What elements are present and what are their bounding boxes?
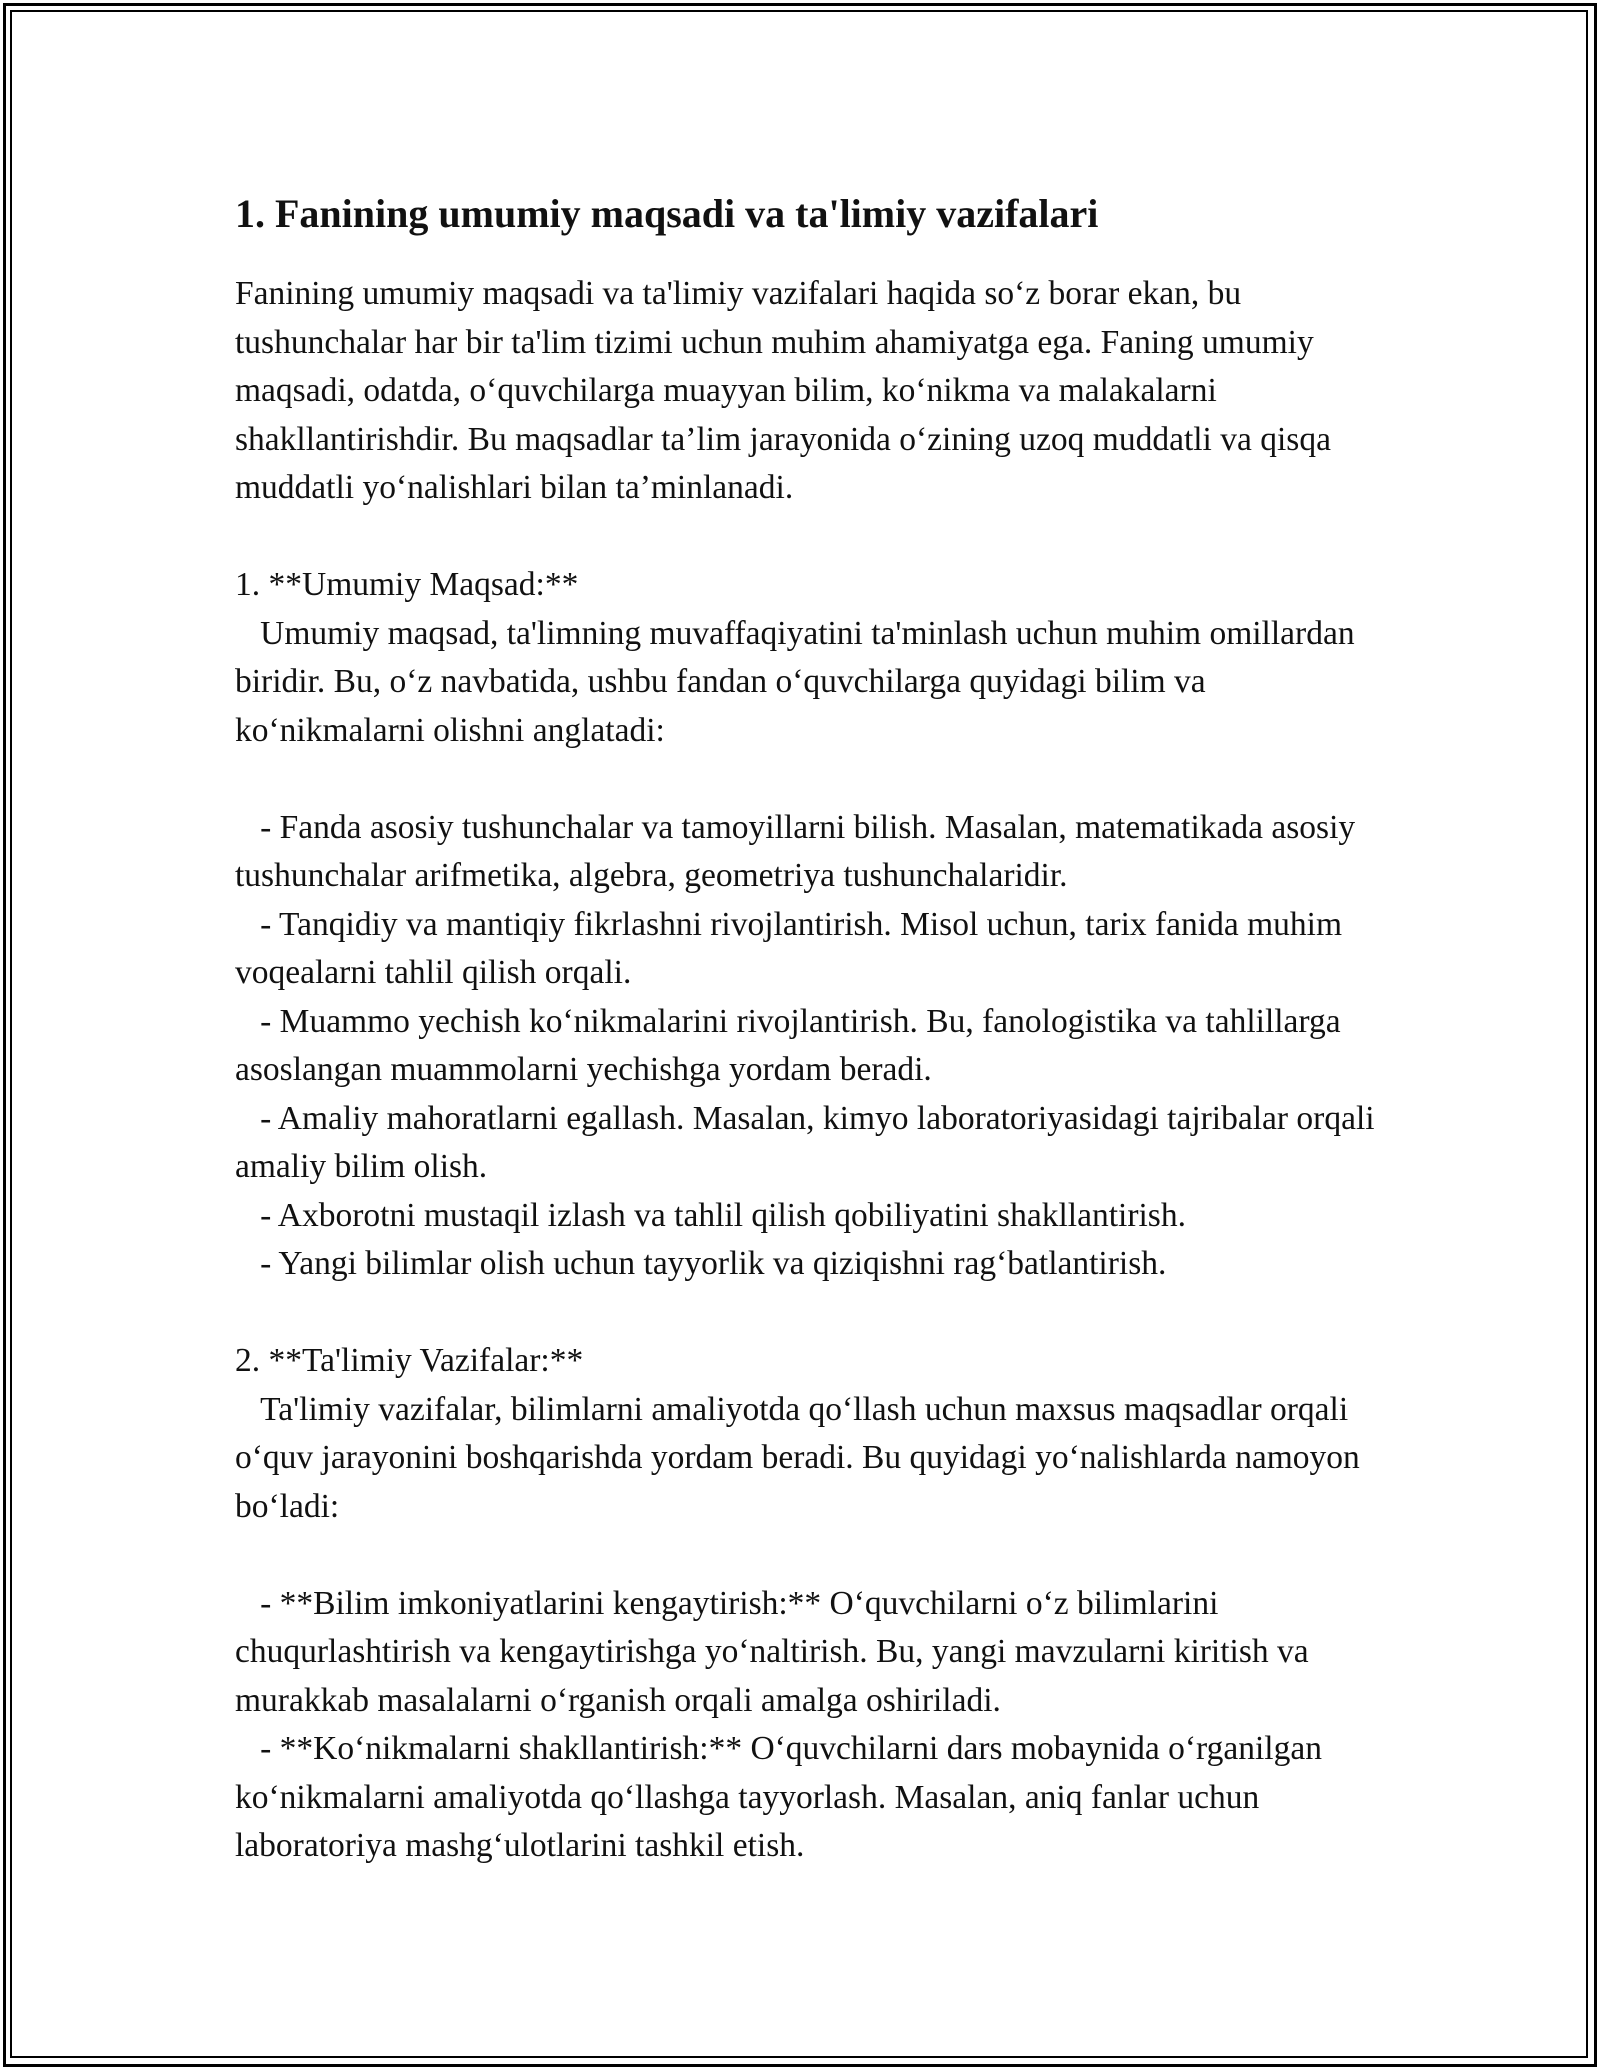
document-body xyxy=(235,188,1383,1871)
paragraph-gap xyxy=(235,513,1375,562)
section-2-list-item: - **Bilim imkoniyatlarini kengaytirish:** O‘quvchilarni o‘z bilimlarini chuqurlashtirish va kengaytirishga yo‘naltirish. Bu, yangi mavzularni kiritish va murakkab masalalarni o‘rganish orqali amalga oshiriladi. xyxy=(235,1584,1318,1719)
section-2-list-item: - **Ko‘nikmalarni shakllantirish:** O‘quvchilarni dars mobaynida o‘rganilgan ko‘nikmalarni amaliyotda qo‘llashga tayyorlash. Masalan, aniq fanlar uchun laboratoriya mashg‘ulotlarini tashkil etish. xyxy=(235,1730,1331,1864)
paragraph-gap xyxy=(235,1531,1375,1580)
section-2-title: 2. **Ta'limiy Vazifalar:** xyxy=(235,1342,584,1379)
section-1-list-item: - Axborotni mustaqil izlash va tahlil qilish qobiliyatini shakllantirish. xyxy=(235,1196,1186,1234)
section-1-list-item: - Yangi bilimlar olish uchun tayyorlik va qiziqishni rag‘batlantirish. xyxy=(235,1245,1167,1282)
section-1-list-item: - Muammo yechish ko‘nikmalarini rivojlantirish. Bu, fanologistika va tahlillarga asoslangan muammolarni yechishga yordam beradi. xyxy=(235,1002,1349,1088)
document-heading: 1. Fanining umumiy maqsadi va ta'limiy vazifalari xyxy=(235,191,1099,236)
paragraph-gap xyxy=(235,1289,1375,1338)
section-1-list-item: - Fanda asosiy tushunchalar va tamoyillarni bilish. Masalan, matematikada asosiy tushunchalar arifmetika, algebra, geometriya tushunchalaridir. xyxy=(235,808,1364,894)
section-2-body: Ta'limiy vazifalar, bilimlarni amaliyotda qo‘llash uchun maxsus maqsadlar orqali o‘quv jarayonini boshqarishda yordam beradi. Bu quyidagi yo‘nalishlarda namoyon bo‘ladi: xyxy=(235,1390,1369,1525)
section-1-list-item: - Amaliy mahoratlarni egallash. Masalan, kimyo laboratoriyasidagi tajribalar orqali amaliy bilim olish. xyxy=(235,1099,1383,1185)
section-1-list-item: - Tanqidiy va mantiqiy fikrlashni rivojlantirish. Misol uchun, tarix fanida muhim voqealarni tahlil qilish orqali. xyxy=(235,905,1351,991)
section-1-body: Umumiy maqsad, ta'limning muvaffaqiyatini ta'minlash uchun muhim omillardan biridir. Bu, o‘z navbatida, ushbu fandan o‘quvchilarga quyidagi bilim va ko‘nikmalarni olishni anglatadi: xyxy=(235,614,1363,749)
intro-paragraph: Fanining umumiy maqsadi va ta'limiy vazifalari haqida so‘z borar ekan, bu tushunchalar har bir ta'lim tizimi uchun muhim ahamiyatga ega. Faning umumiy maqsadi, odatda, o‘quvchilarga muayyan bilim, ko‘nikma va malakalarni shakllantirishdir. Bu maqsadlar ta’lim jarayonida o‘zining uzoq muddatli va qisqa muddatli yo‘nalishlari bilan ta’minlanadi. xyxy=(235,275,1340,506)
paragraph-gap xyxy=(235,755,1375,804)
section-1-title: 1. **Umumiy Maqsad:** xyxy=(235,566,579,603)
